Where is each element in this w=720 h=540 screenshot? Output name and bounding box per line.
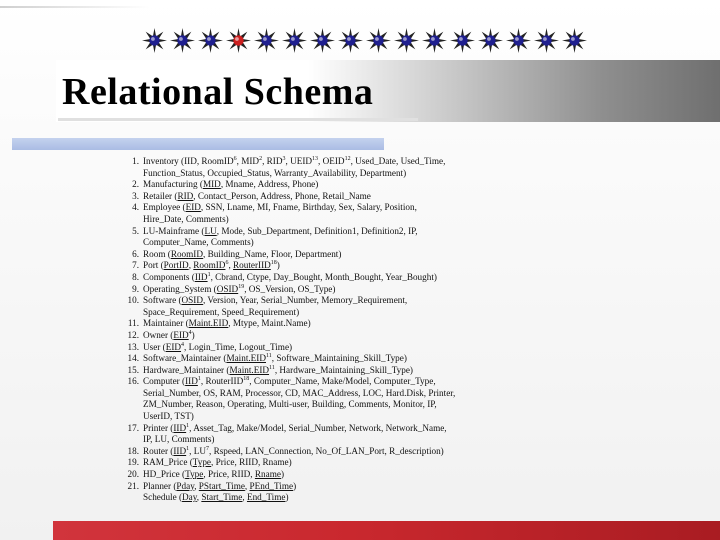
schema-text: IP, LU, Comments) [143,434,215,445]
schema-line-number [121,411,143,423]
schema-line [121,399,521,411]
schema-line [121,318,521,330]
schema-text: ) [280,469,284,480]
key-attribute: Type [192,457,212,468]
schema-line [121,214,521,226]
ornament-star-icon [198,28,223,53]
schema-line-number: 14. [127,353,139,364]
reference-superscript: 6 [233,155,237,162]
schema-text: , OS_Version, OS_Type) [244,283,336,294]
schema-text: Software ( [143,295,182,306]
schema-line-number: 6. [132,248,139,259]
schema-line-number: 13. [127,341,139,352]
schema-text: Serial_Number, OS, RAM, Processor, CD, MAC_Address, LOC, Hard.Disk, Printer, [143,387,456,398]
key-attribute: PStart_Time [198,480,245,491]
schema-line-text [143,469,521,481]
schema-line-text [143,168,521,180]
schema-text: ) [276,260,280,271]
ornament-star-icon [534,28,559,53]
schema-line [121,202,521,214]
ornament-star-icon [254,28,279,53]
schema-line-text [143,202,521,214]
blue-accent-bar [12,138,384,150]
schema-line [121,411,521,423]
schema-line-number [121,388,143,400]
schema-text: , RouterIID [200,376,244,387]
schema-text: ) [285,492,289,503]
key-attribute: Type [185,469,204,480]
schema-line-text [143,156,521,168]
schema-text: , [228,260,234,271]
ornament-star-icon [142,28,167,53]
schema-line-number: 12. [127,329,139,340]
schema-line-text [143,388,521,400]
schema-line-text [143,237,521,249]
schema-text: ) [191,329,195,340]
schema-line-number [121,307,143,319]
reference-superscript: 7 [205,445,209,452]
schema-line-number [121,492,143,504]
schema-line [121,388,521,400]
schema-text: Schedule ( [143,492,183,503]
schema-list [121,156,521,504]
schema-line-text [143,342,521,354]
ornament-star-icon [394,28,419,53]
schema-line-number: 1. [132,156,139,166]
reference-superscript: 4 [181,341,185,348]
schema-line-number: 18. [127,445,139,456]
schema-text: Components ( [143,271,195,282]
schema-line-number [121,168,143,180]
schema-text: , Price, RIID, [203,469,255,480]
schema-text: , LU [189,445,206,456]
top-left-rule [0,6,150,8]
schema-text: Space_Requirement, Speed_Requirement) [143,306,300,317]
schema-line-number: 11. [127,318,139,329]
schema-line [121,423,521,435]
schema-text: , Building_Name, Floor, Department) [202,248,342,259]
schema-text: Port ( [143,260,164,271]
schema-line-text [143,272,521,284]
schema-text: , Software_Maintaining_Skill_Type) [271,353,407,364]
key-attribute: IID [185,376,198,387]
schema-text: , [196,492,202,503]
reference-superscript: 1 [186,422,190,429]
schema-text: , [188,260,194,271]
key-attribute: Start_Time [201,492,243,503]
schema-line-text [143,249,521,261]
key-attribute: RouterIID [233,260,271,271]
schema-text: , UEID [285,156,313,166]
reference-superscript: 6 [225,260,229,267]
key-attribute: End_Time [246,492,286,503]
schema-text: Hire_Date, Comments) [143,213,229,224]
schema-text: , Computer_Name, Make/Model, Computer_Type, [249,376,436,387]
schema-line-text [143,295,521,307]
schema-text: , [242,492,247,503]
schema-line-text [143,434,521,446]
schema-line-text [143,318,521,330]
schema-text: Maintainer ( [143,318,189,329]
schema-line-number [121,434,143,446]
schema-line [121,179,521,191]
schema-line [121,260,521,272]
schema-line [121,457,521,469]
ornament-star-icon [366,28,391,53]
schema-text: Function_Status, Occupied_Status, Warranty_Availability, Department) [143,167,407,178]
schema-line-text [143,411,521,423]
schema-text: , Version, Year, Serial_Number, Memory_Requirement, [202,295,408,306]
reference-superscript: 19 [238,283,245,290]
schema-line-text [143,446,521,458]
schema-text: , [244,480,250,491]
schema-text: , SSN, Lname, MI, Fname, Birthday, Sex, Salary, Position, [200,202,417,213]
ornament-star-icon [478,28,503,53]
schema-line-number: 3. [132,190,139,201]
key-attribute: LU [204,225,217,236]
schema-text: Room ( [143,248,171,259]
key-attribute: OSID [216,283,239,294]
schema-text: Owner ( [143,329,174,340]
schema-line [121,376,521,388]
key-attribute: IID [194,271,208,282]
schema-text: , Contact_Person, Address, Phone, Retail_Name [193,190,371,201]
schema-line-text [143,226,521,238]
schema-line-text [143,492,521,504]
schema-line-number: 2. [132,179,139,190]
schema-line [121,226,521,238]
schema-text: Computer_Name, Comments) [143,237,254,248]
ornament-star-icon [170,28,195,53]
schema-line-number [121,214,143,226]
schema-line-text [143,179,521,191]
schema-line-number: 5. [132,225,139,236]
schema-line [121,168,521,180]
ornament-star-icon [226,28,251,53]
schema-line-text [143,214,521,226]
key-attribute: IID [173,445,187,456]
key-attribute: MID [202,179,221,190]
schema-line [121,284,521,296]
schema-text: HD_Price ( [143,469,186,480]
schema-line [121,249,521,261]
schema-text: , Cbrand, Ctype, Day_Bought, Month_Bought, Year_Bought) [210,271,437,282]
schema-line-number: 9. [132,283,139,294]
schema-text: , Price, RIID, Rname) [211,457,292,468]
schema-text: , MID [236,156,260,166]
schema-line-number: 8. [132,271,139,282]
key-attribute: PEnd_Time [249,480,294,491]
schema-line [121,295,521,307]
schema-line [121,237,521,249]
schema-text: User ( [143,341,166,352]
schema-text: , Asset_Tag, Make/Model, Serial_Number, Network, Network_Name, [189,422,447,433]
schema-line [121,307,521,319]
schema-text: Planner ( [143,480,177,491]
red-footer-bar [53,521,720,540]
key-attribute: EID [165,341,182,352]
key-attribute: Day [182,492,197,503]
schema-text: Retailer ( [143,190,178,201]
ornament-row [142,28,587,53]
schema-line [121,272,521,284]
schema-line-number: 15. [127,364,139,375]
schema-line [121,191,521,203]
key-attribute: PortID [163,260,189,271]
reference-superscript: 1 [186,445,190,452]
schema-line [121,492,521,504]
reference-superscript: 12 [344,155,351,162]
key-attribute: RoomID [193,260,226,271]
schema-text: ZM_Number, Reason, Operating, Multi-user, Building, Comments, Monitor, IP, [143,399,437,410]
schema-line-number: 7. [132,260,139,271]
schema-line-number: 19. [127,457,139,468]
schema-text: , RID [262,156,283,166]
schema-text: Inventory (IID, RoomID [143,156,234,166]
key-attribute: EID [173,329,189,340]
ornament-star-icon [282,28,307,53]
reference-superscript: 11 [269,364,275,371]
key-attribute: RID [177,190,194,201]
slide-title: Relational Schema [62,71,374,113]
schema-line-text [143,423,521,435]
ornament-star-icon [310,28,335,53]
reference-superscript: 1 [207,271,211,278]
key-attribute: RoomID [170,248,203,259]
reference-superscript: 3 [282,155,286,162]
schema-line-text [143,191,521,203]
schema-line-text [143,330,521,342]
schema-text: , Mode, Sub_Department, Definition1, Definition2, IP, [216,225,418,236]
reference-superscript: 13 [312,155,319,162]
schema-text: , Used_Date, Used_Time, [350,156,446,166]
schema-text: Software_Maintainer ( [143,353,227,364]
schema-text: , Rspeed, LAN_Connection, No_Of_LAN_Port, R_description) [208,445,444,456]
ornament-star-icon [506,28,531,53]
schema-line [121,446,521,458]
schema-text: Operating_System ( [143,283,217,294]
schema-text: Employee ( [143,202,186,213]
schema-line-number [121,237,143,249]
schema-line-text [143,353,521,365]
schema-line-text [143,457,521,469]
schema-line-text [143,376,521,388]
key-attribute: IID [173,422,187,433]
schema-line [121,353,521,365]
schema-line-number: 10. [127,295,139,306]
schema-text: Manufacturing ( [143,179,203,190]
schema-text: , OEID [318,156,345,166]
schema-line-text [143,399,521,411]
key-attribute: Maint.EID [188,318,229,329]
schema-text: Hardware_Maintainer ( [143,364,230,375]
ornament-star-icon [422,28,447,53]
key-attribute: Maint.EID [229,364,270,375]
schema-line-text [143,365,521,377]
title-underline [58,118,418,121]
schema-text: Computer ( [143,376,186,387]
key-attribute: OSID [181,295,203,306]
schema-text: , Hardware_Maintaining_Skill_Type) [274,364,413,375]
schema-text: Printer ( [143,422,174,433]
schema-text: , Mname, Address, Phone) [220,179,319,190]
schema-text: RAM_Price ( [143,457,193,468]
ornament-star-icon [562,28,587,53]
key-attribute: Maint.EID [226,353,266,364]
schema-text: Router ( [143,445,174,456]
ornament-star-icon [338,28,363,53]
schema-line-text [143,284,521,296]
schema-line-number [121,399,143,411]
schema-line-number: 20. [127,469,139,480]
key-attribute: Rname [254,469,281,480]
schema-line-text [143,481,521,493]
ornament-star-icon [450,28,475,53]
schema-line [121,365,521,377]
reference-superscript: 2 [259,155,263,162]
key-attribute: Pday [176,480,195,491]
key-attribute: EID [185,202,201,213]
schema-line-number: 4. [132,202,139,213]
schema-line [121,434,521,446]
schema-line-number: 17. [127,422,139,433]
schema-text: , Mtype, Maint.Name) [228,318,311,329]
reference-superscript: 4 [188,329,192,336]
reference-superscript: 18 [270,260,277,267]
schema-text: ) [293,480,297,491]
schema-text: , Login_Time, Logout_Time) [184,341,293,352]
reference-superscript: 18 [243,376,250,383]
schema-text: UserID, TST) [143,411,194,422]
reference-superscript: 1 [197,376,201,383]
schema-line-number: 21. [127,480,139,491]
reference-superscript: 11 [266,353,272,360]
schema-line-number: 16. [127,376,139,387]
schema-line-text [143,307,521,319]
schema-line [121,469,521,481]
schema-text: , [194,480,199,491]
schema-line [121,481,521,493]
schema-line [121,330,521,342]
schema-line-text [143,260,521,272]
schema-line [121,156,521,168]
schema-text: LU-Mainframe ( [143,225,205,236]
schema-line [121,342,521,354]
